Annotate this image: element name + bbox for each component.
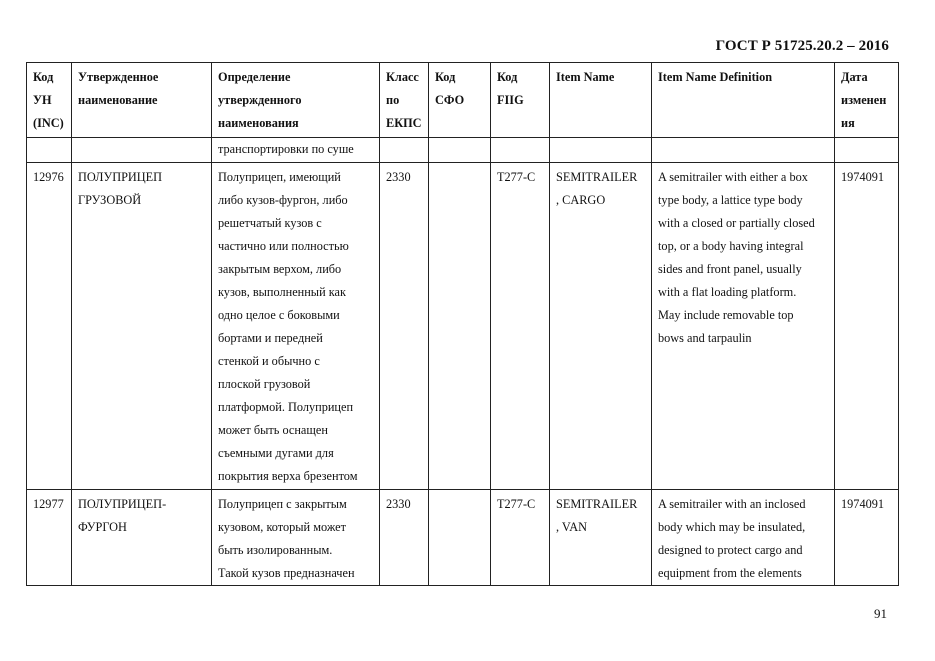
table-row-continuation — [27, 138, 899, 163]
item-name-definition-cell: A semitrailer with an inclosed body which may be insulated, designed to protect cargo and equipment from the elements — [652, 490, 835, 586]
column-header-item-name: Item Name — [550, 63, 652, 138]
column-header-item-name-definition: Item Name Definition — [652, 63, 835, 138]
column-header-definition: Определение утвержденного наименования — [212, 63, 380, 138]
item-name-definition-cell: A semitrailer with either a box type body, a lattice type body with a closed or partially closed top, or a body having integral sides and front panel, usually with a flat loading platform. May include removable top bows and tarpaulin — [652, 163, 835, 490]
ekps-class-cell: 2330 — [380, 490, 429, 586]
continuation-definition: транспортировки по суше — [212, 138, 380, 163]
approved-name-cell: ПОЛУПРИЦЕП ГРУЗОВОЙ — [72, 163, 212, 490]
page-number: 91 — [874, 606, 887, 621]
approved-name-cell: ПОЛУПРИЦЕП- ФУРГОН — [72, 490, 212, 586]
sfo-code-cell — [429, 163, 491, 490]
table-header-row — [27, 63, 899, 138]
ekps-class-cell: 2330 — [380, 163, 429, 490]
change-date-cell: 1974091 — [835, 163, 899, 490]
column-header-change-date: Дата изменен ия — [835, 63, 899, 138]
fiig-code-cell: T277-C — [491, 490, 550, 586]
column-header-inc-code: Код УН (INC) — [27, 63, 72, 138]
sfo-code-cell — [429, 490, 491, 586]
inc-code-cell: 12976 — [27, 163, 72, 490]
item-name-cell: SEMITRAILER , VAN — [550, 490, 652, 586]
column-header-approved-name: Утвержденное наименование — [72, 63, 212, 138]
fiig-code-cell: T277-C — [491, 163, 550, 490]
column-header-ekps-class: Класс по ЕКПС — [380, 63, 429, 138]
definition-cell: Полуприцеп с закрытым кузовом, который может быть изолированным. Такой кузов предназначен — [212, 490, 380, 586]
document-header: ГОСТ Р 51725.20.2 – 2016 — [715, 38, 889, 54]
data-table — [26, 62, 899, 586]
inc-code-cell: 12977 — [27, 490, 72, 586]
column-header-fiig-code: Код FIIG — [491, 63, 550, 138]
column-header-sfo-code: Код СФО — [429, 63, 491, 138]
item-name-cell: SEMITRAILER , CARGO — [550, 163, 652, 490]
change-date-cell: 1974091 — [835, 490, 899, 586]
definition-cell: Полуприцеп, имеющий либо кузов-фургон, либо решетчатый кузов с частично или полностью закрытым верхом, либо кузов, выполненный как одно целое с боковыми бортами и передней стенкой и обычно с плоской грузовой платформой. Полуприцеп может быть оснащен съемными дугами для покрытия верха брезентом — [212, 163, 380, 490]
table-row — [27, 490, 899, 586]
table-row — [27, 163, 899, 490]
